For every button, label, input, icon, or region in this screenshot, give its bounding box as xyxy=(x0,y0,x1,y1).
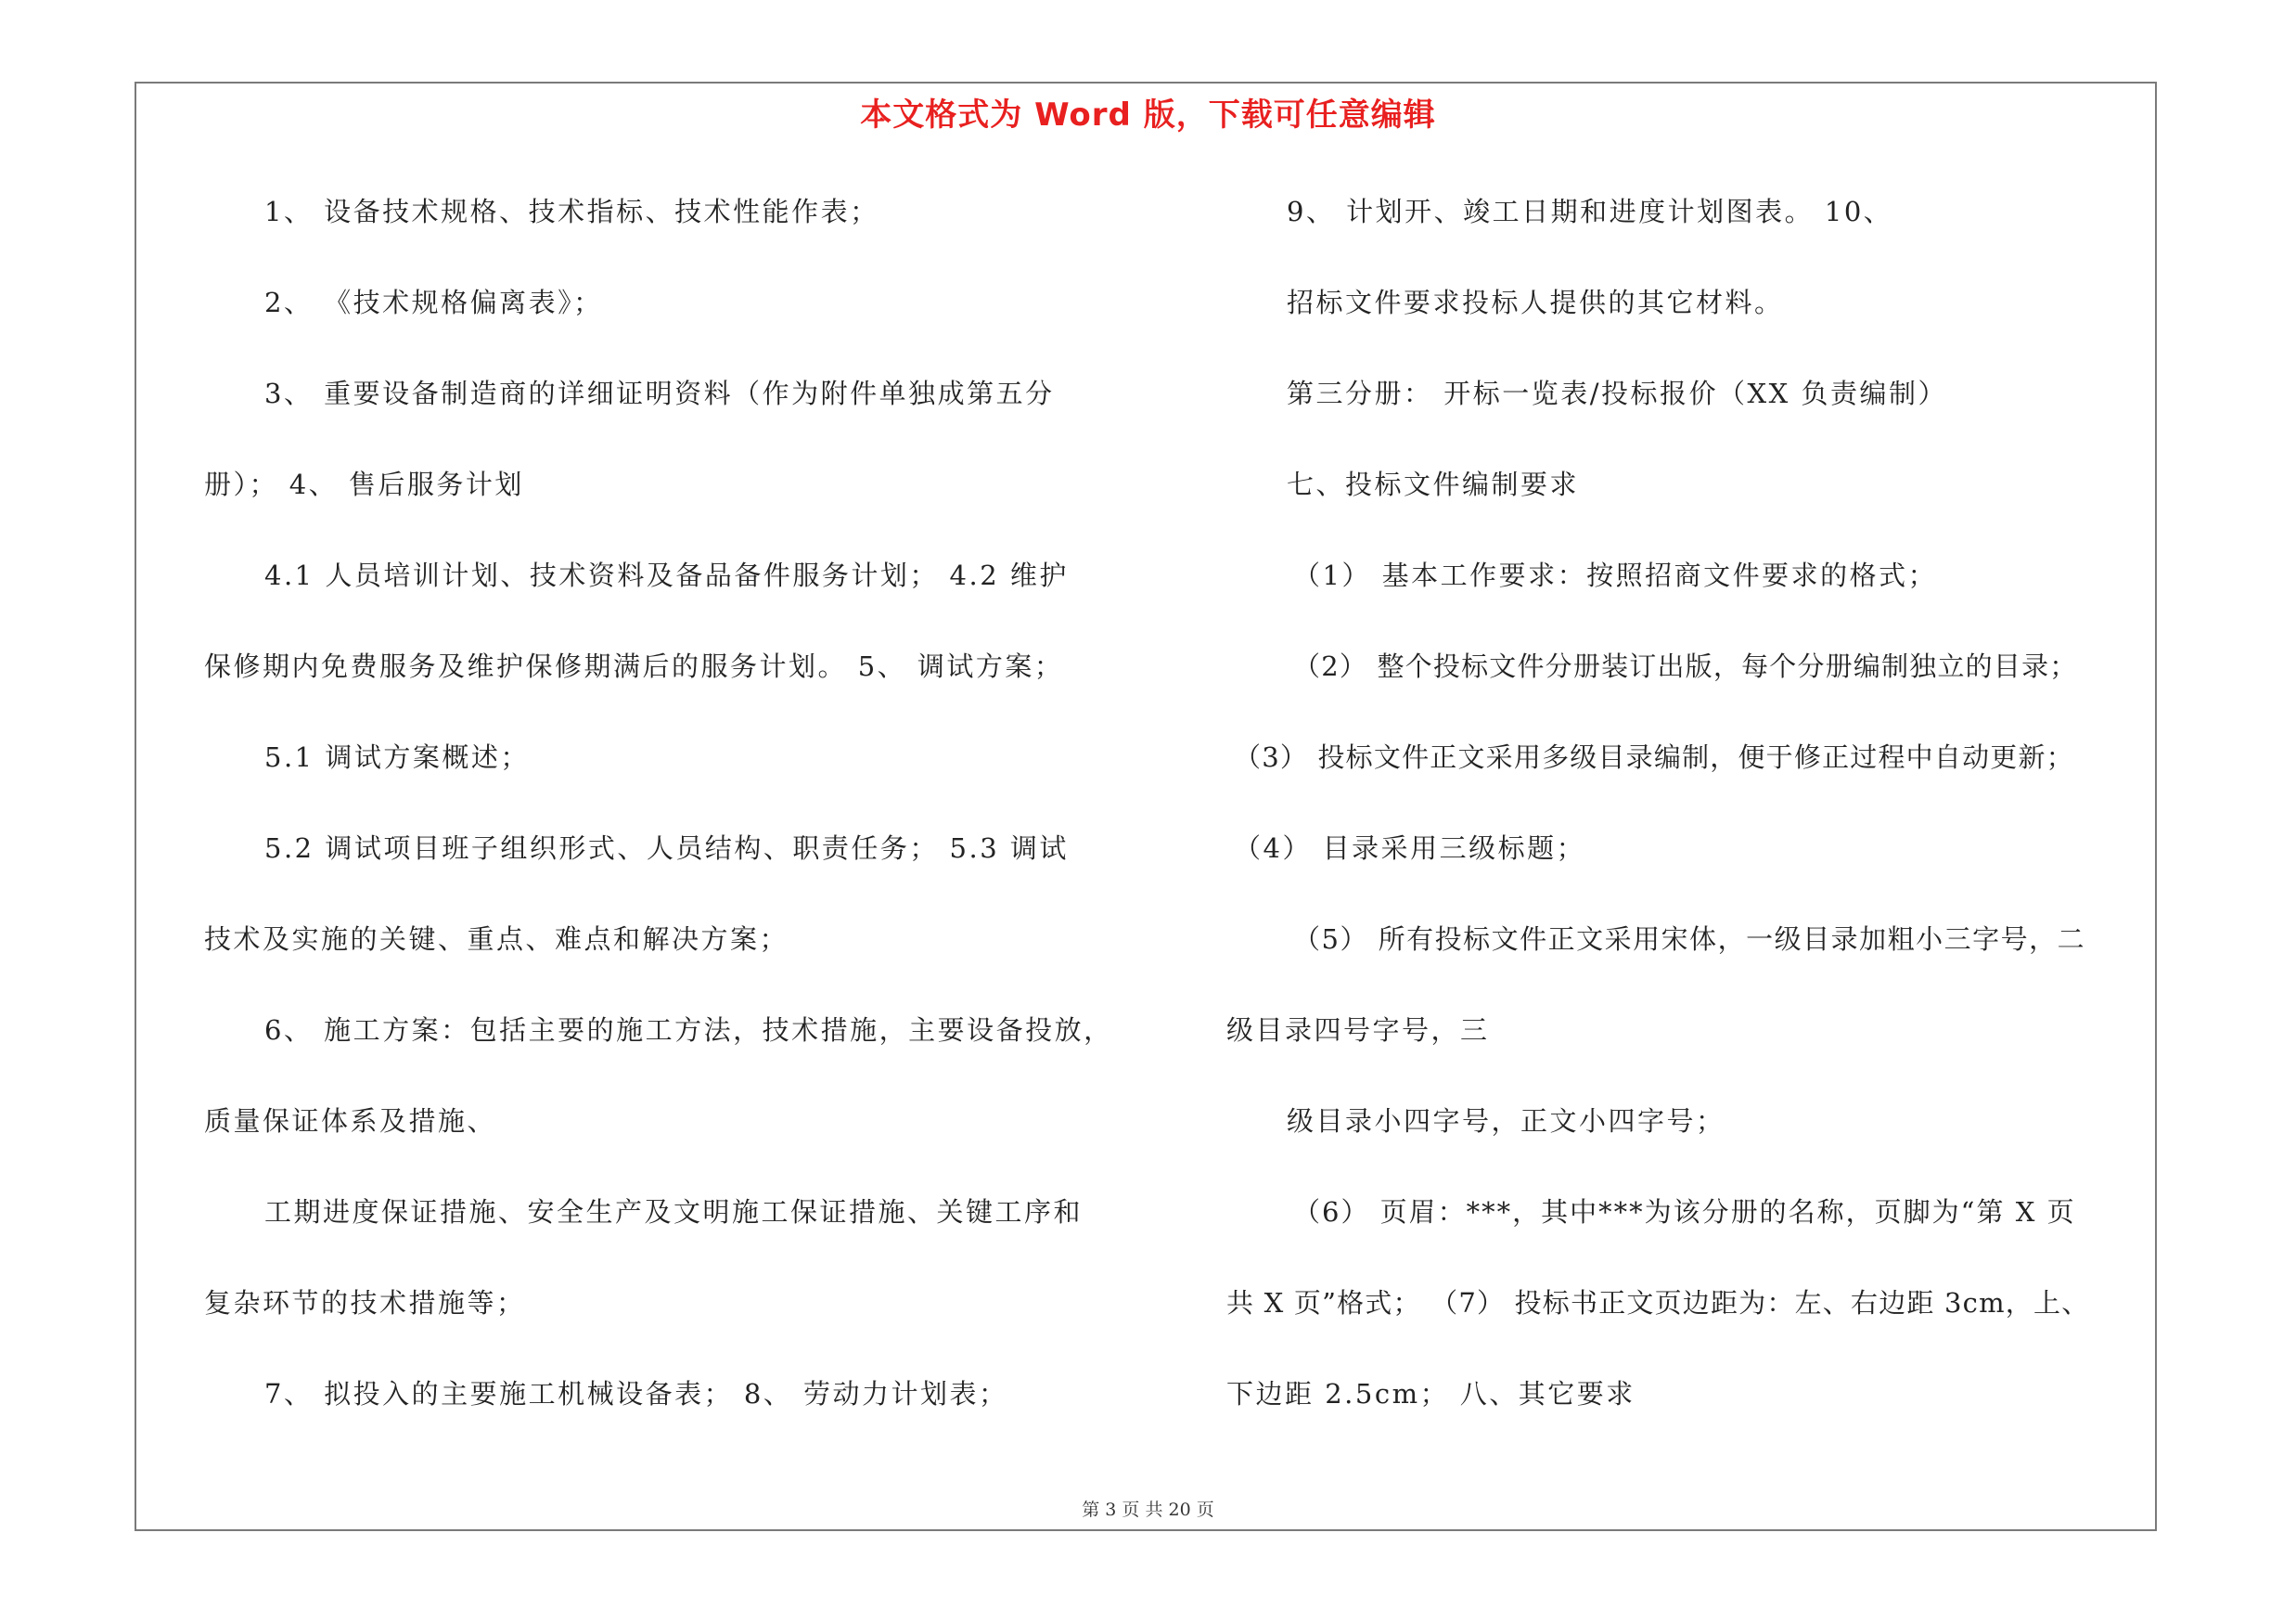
text-line: 共 X 页”格式； （7） 投标书正文页边距为：左、右边距 3cm，上、 xyxy=(1226,1287,2090,1319)
page-number-footer: 第 3 页 共 20 页 xyxy=(1082,1500,1214,1520)
text-line: 6、 施工方案：包括主要的施工方法，技术措施，主要设备投放， xyxy=(264,1014,1113,1046)
text-line: 复杂环节的技术措施等； xyxy=(204,1287,526,1319)
text-line: 保修期内免费服务及维护保修期满后的服务计划。 5、 调试方案； xyxy=(204,650,1064,682)
text-line: （3） 投标文件正文采用多级目录编制，便于修正过程中自动更新； xyxy=(1234,741,2074,773)
text-line: 1、 设备技术规格、技术指标、技术性能作表； xyxy=(264,196,879,227)
text-line: 质量保证体系及措施、 xyxy=(204,1105,497,1137)
text-line: 技术及实施的关键、重点、难点和解决方案； xyxy=(204,923,789,955)
text-line: 第三分册： 开标一览表/投标报价（XX 负责编制） xyxy=(1287,378,1947,409)
word-format-banner: 本文格式为 Word 版，下载可任意编辑 xyxy=(860,97,1436,134)
text-line: 7、 拟投入的主要施工机械设备表； 8、 劳动力计划表； xyxy=(264,1378,1008,1410)
text-line: 级目录四号字号，三 xyxy=(1226,1014,1490,1046)
text-line: 下边距 2.5cm； 八、其它要求 xyxy=(1226,1378,1635,1410)
text-line: 5.2 调试项目班子组织形式、人员结构、职责任务； 5.3 调试 xyxy=(264,832,1069,864)
text-line: 招标文件要求投标人提供的其它材料。 xyxy=(1287,287,1784,318)
text-line: （1） 基本工作要求：按照招商文件要求的格式； xyxy=(1293,560,1938,591)
text-line: 册）； 4、 售后服务计划 xyxy=(204,469,524,500)
text-line: （6） 页眉：***，其中***为该分册的名称，页脚为“第 X 页 xyxy=(1293,1196,2076,1228)
text-line: 4.1 人员培训计划、技术资料及备品备件服务计划； 4.2 维护 xyxy=(264,560,1069,591)
text-line: 七、投标文件编制要求 xyxy=(1287,469,1580,500)
text-line: 9、 计划开、竣工日期和进度计划图表。 10、 xyxy=(1287,196,1893,227)
text-line: （2） 整个投标文件分册装订出版，每个分册编制独立的目录； xyxy=(1293,650,2078,682)
text-line: 工期进度保证措施、安全生产及文明施工保证措施、关键工序和 xyxy=(264,1196,1084,1228)
right-column xyxy=(1226,0,2163,1623)
text-line: 级目录小四字号，正文小四字号； xyxy=(1287,1105,1725,1137)
left-column xyxy=(204,0,1169,1623)
text-line: （5） 所有投标文件正文采用宋体，一级目录加粗小三字号，二 xyxy=(1293,923,2086,955)
text-line: 5.1 调试方案概述； xyxy=(264,741,530,773)
text-line: 2、 《技术规格偏离表》； xyxy=(264,287,603,318)
text-line: （4） 目录采用三级标题； xyxy=(1234,832,1586,864)
text-line: 3、 重要设备制造商的详细证明资料（作为附件单独成第五分 xyxy=(264,378,1055,409)
